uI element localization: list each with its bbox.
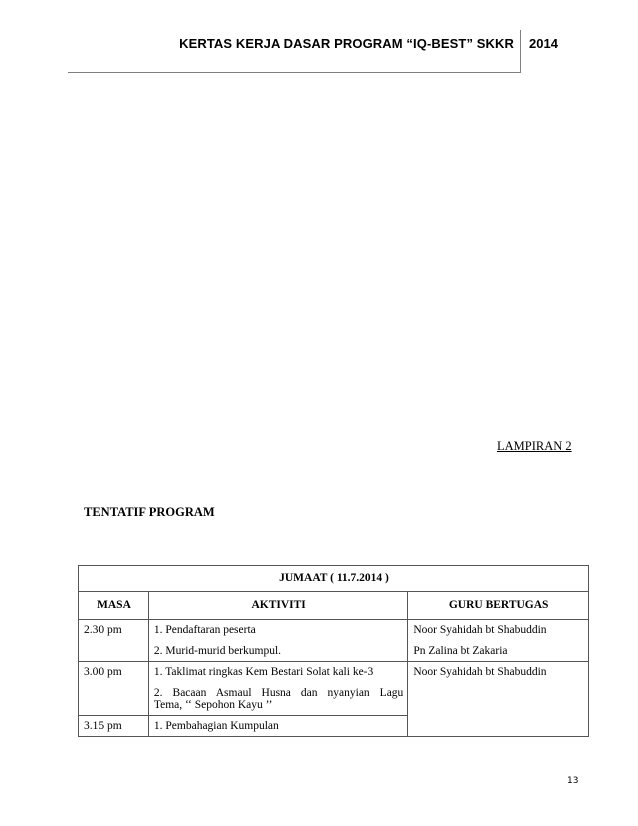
- activity-item: 1. Pembahagian Kumpulan: [153, 720, 279, 732]
- activity-cell: [148, 716, 407, 737]
- table-row: [79, 620, 589, 662]
- activity-cell: [148, 662, 407, 716]
- column-header-guru-bertugas: GURU BERTUGAS: [408, 592, 589, 620]
- teacher-cell: [408, 620, 589, 662]
- time-cell: 3.15 pm: [79, 716, 149, 737]
- time-cell: 3.00 pm: [79, 662, 149, 716]
- teacher-cell: [408, 662, 589, 737]
- time-cell: 2.30 pm: [79, 620, 149, 662]
- section-title: TENTATIF PROGRAM: [84, 505, 215, 519]
- page-number: 13: [567, 776, 579, 786]
- day-heading: JUMAAT ( 11.7.2014 ): [79, 566, 589, 592]
- appendix-label: LAMPIRAN 2: [497, 439, 572, 453]
- document-year: 2014: [529, 36, 558, 51]
- column-header-row: [79, 592, 589, 620]
- activity-item: 1. Pendaftaran peserta: [153, 624, 256, 636]
- activity-item: 1. Taklimat ringkas Kem Bestari Solat kali ke-3: [153, 666, 374, 678]
- table-row: [79, 662, 589, 716]
- teacher-name: Pn Zalina bt Zakaria: [413, 645, 508, 657]
- header-divider: [520, 30, 521, 73]
- document-title: KERTAS KERJA DASAR PROGRAM “IQ-BEST” SKKR: [179, 36, 514, 51]
- column-header-masa: MASA: [79, 592, 149, 620]
- teacher-name: Noor Syahidah bt Shabuddin: [413, 666, 547, 678]
- day-row: [79, 566, 589, 592]
- activity-cell: [148, 620, 407, 662]
- activity-item-continued: Tema, ‘‘ Sepohon Kayu ’’: [153, 699, 273, 711]
- activity-item: 2. Bacaan Asmaul Husna dan nyanyian Lagu: [153, 687, 404, 699]
- teacher-name: Noor Syahidah bt Shabuddin: [413, 624, 547, 636]
- header-rule: [68, 72, 520, 73]
- schedule-table: [78, 565, 589, 737]
- activity-item: 2. Murid-murid berkumpul.: [153, 645, 282, 657]
- column-header-aktiviti: AKTIVITI: [148, 592, 407, 620]
